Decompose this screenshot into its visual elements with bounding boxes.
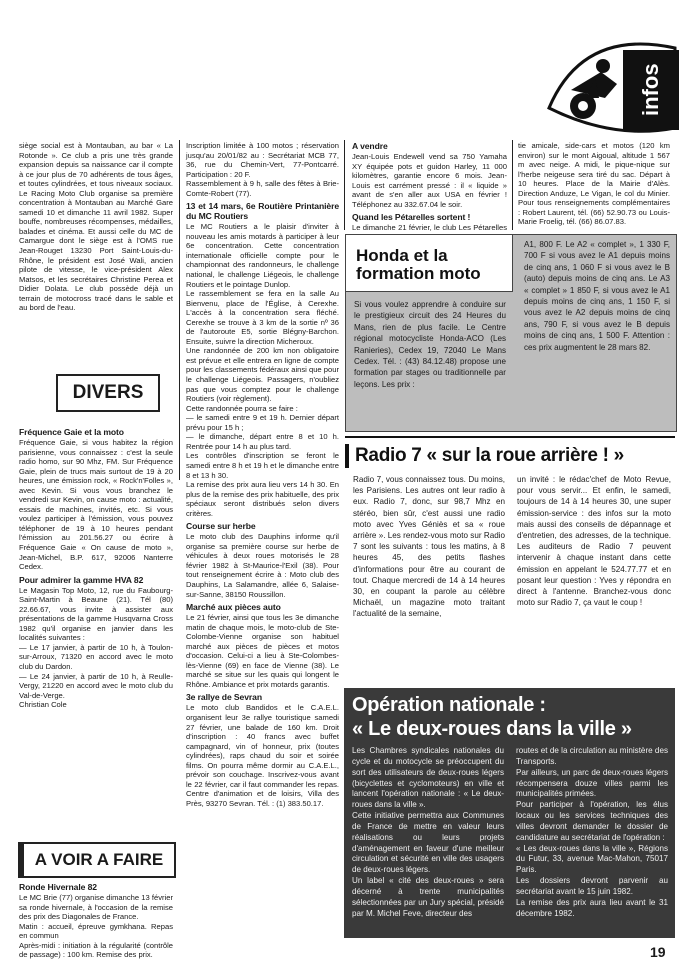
article-text: Par ailleurs, un parc de deux-roues légers récompensera douze villes parmi les municipalités primées.	[516, 767, 668, 799]
column-2	[186, 141, 339, 808]
column-divider	[512, 140, 513, 230]
article-text: — le samedi entre 9 et 19 h. Dernier départ prévu pour 15 h ;	[186, 413, 339, 432]
operation-column-b	[516, 746, 668, 920]
article-text: routes et de la circulation au ministère des Transports.	[516, 746, 668, 766]
article-text: Le MC Routiers a le plaisir d'inviter à nouveau les amis motards à participer à leur 6e concentration. Cette concentration internationale officielle compte pour le championnat des randonneurs, le challenge national, le challenge Liégeois, le challenge Routiers et le pointage Dunlop.	[186, 222, 339, 289]
column-divider	[179, 140, 180, 480]
article-heading: Fréquence Gaie et la moto	[19, 427, 124, 437]
article-text: Le MC Brie (77) organise dimanche 13 février sa ronde hivernale, à l'occasion de la remise des prix des Diagonales de France.	[19, 893, 173, 922]
section-heading-divers: DIVERS	[56, 374, 160, 412]
operation-title-line-2: « Le deux-roues dans la ville »	[352, 718, 632, 740]
article-text: « Les deux-roues dans la ville », Régions du Futur, 33, avenue Mac-Mahon, 75017 Paris.	[516, 843, 668, 875]
article-heading: Course sur herbe	[186, 521, 256, 532]
article-text: Jean-Louis Endewell vend sa 750 Yamaha XY équipée pots et guidon Harley, 11 000 kilomètres, garantie encore 6 mois. Jean-Louis est carrément pressé : il « liquide » avant de s'en aller aux USA en février ! Téléphonez au 332.67.04 le soir.	[352, 152, 507, 209]
article-text: — le dimanche, départ entre 8 et 10 h. Rentrée pour 14 h au plus tard.	[186, 432, 339, 451]
page-number: 19	[650, 944, 666, 960]
article-text: Le Magasin Top Moto, 12, rue du Faubourg-Saint-Martin à Beaune (21). Tél (80) 22.66.67, vous invite à assister aux présentations de la gamme Husqvarna Cross 1982 qu'il organise en janvier dans les localités suivantes :	[19, 585, 173, 643]
section-heading-voir-faire: A VOIR A FAIRE	[18, 842, 176, 878]
article-heading: 3e rallye de Sevran	[186, 692, 262, 703]
article-heading: Marché aux pièces auto	[186, 602, 281, 613]
article-heading: A vendre	[352, 141, 388, 151]
article-text: La remise des prix aura lieu vers 14 h 30. En plus de la remise des prix habituelle, des prix spéciaux seront distribués selon divers critères.	[186, 480, 339, 518]
radio7-title-accent	[345, 444, 349, 468]
article-text: Fréquence Gaie, si vous habitez la région parisienne, vous connaissez : c'est la seule radio homo, sur 90 Mhz, FM. Sur Fréquence Gaie, plein de trucs mais surtout de 19 à 20 heures, une émission rock, « Rock'n'Folles », avec Kevin. Si vous vous branchez le vendredi sur Kevin, on cause moto : actualité, essais de machines, invités, etc. Si vous voulez participer à l'émission, vous pouvez téléphoner de 19 à 10 heures pendant l'émission au 201.56.27 ou écrire à Fréquence Gaie « On cause de moto », Jean-Michel, B.P. 617, 92006 Nanterre Cedex.	[19, 438, 173, 572]
article-text: — Le 17 janvier, à partir de 10 h, à Toulon-sur-Arroux, 71320 en accord avec le moto club du Dardon.	[19, 642, 173, 672]
radio7-title: Radio 7 « sur la roue arrière ! »	[355, 445, 624, 466]
article-text: — Le 24 janvier, à partir de 10 h, à Reulle-Vergy, 21220 en accord avec le moto club du Val-de-Verge.	[19, 671, 173, 700]
article-text: Rassemblement à 9 h, salle des fêtes à Brie-Comte-Robert (77).	[186, 179, 339, 198]
honda-box	[345, 234, 677, 432]
article-text: Le dimanche 21 février, le club Les Pétarelles	[352, 223, 507, 233]
column-1-lower	[19, 424, 173, 710]
article-text: Pour participer à l'opération, les élus locaux ou les services techniques des villes devront demander le dossier de candidature au secrétariat de l'opération :	[516, 800, 668, 842]
column-divider	[344, 140, 345, 230]
article-text: Le rassemblement se fera en la salle Au Bienvenu, place de l'Église, à Cerexhe. L'accès à la concentration sera fléché. Cerexhe se trouve à 3 km de la sortie nº 36 de l'autoroute E5, sortie Blégny-Barchon. Ensuite, suivre la direction Micheroux.	[186, 289, 339, 346]
article-heading: Quand les Pétarelles sortent !	[352, 212, 471, 223]
logo-text: infos	[623, 50, 679, 130]
article-text: Après-midi : initiation à la régularité (contrôle de passage) : 100 km. Remise des prix.	[19, 940, 173, 960]
honda-body: Si vous voulez apprendre à conduire sur le prestigieux circuit des 24 Heures du Mans, rien de plus facile. Le Centre régional motocycliste Honda-ACO (Les Ranieries), Cedex 19, 72040 Le Mans Cedex. Tél. : (43) 84.12.48) propose une formation par stages ou traditionnelle par leçons. Les prix :	[354, 300, 506, 389]
radio7-column-a: Radio 7, vous connaissez tous. Du moins, les Parisiens. Les autres ont leur radio à eux. Radio 7, donc, sur 98,7 Mhz en stéréo, bien sûr, c'est aussi une radio moto avec Yves Géniès et sa « roue arrière ». Les rendez-vous moto sur Radio 7 sont les suivants : tous les matins, à 8 heures 45, des petits flashes d'informations pour être au courant de tout. Chaque mercredi de 14 à 14 heures 30, en coupant la parole au célèbre Michaël, un magazine moto traitant l'actualité de la semaine,	[353, 475, 505, 619]
operation-box	[344, 688, 675, 938]
honda-title: Honda et la formation moto	[356, 246, 481, 283]
article-text: Les Chambres syndicales nationales du cycle et du motocycle se préoccupent du sort des utilisateurs de deux-roues légers (bicyclettes et cyclomoteurs) en ville et lancent l'opération nationale : « Le deux-roues dans la ville ».	[352, 746, 504, 810]
operation-column-a	[352, 746, 504, 920]
column-1-bottom	[19, 879, 173, 960]
article-signature: Christian Cole	[19, 700, 67, 710]
article-text: tie amicale, side-cars et motos (120 km environ) sur le mont Aigoual, altitude 1 567 m avec neige. A midi, le pique-nique sur l'herbe neigeuse sera tiré du sac. Départ à 10 heures. Place de la Mairie d'Alès. Direction Anduze, Le Vigan, le col du Minier. Pour tous renseignements complémentaires : Robert Laurent, tél. (66) 52.90.73 ou Louis-Marie Froelig, tél. (66) 86.07.83.	[518, 141, 670, 227]
article-text: Un label « cité des deux-roues » sera décerné à trente municipalités sélectionnées par un Jury spécial, présidé par M. Michel Feve, directeur des	[352, 876, 504, 918]
radio7-box	[345, 436, 675, 674]
honda-prices: A1, 800 F. Le A2 « complet », 1 330 F, 700 F si vous avez le A1 depuis moins de cinq ans, 1 060 F si vous avez le B (auto) depuis moins de cinq ans. Le A3 « complet » 1 850 F, si vous avez le A1 depuis moins de cinq ans, 1 150 F, si vous avez le A2 depuis moins de cinq ans, 790 F, si vous avez le B depuis moins de cinq ans, 1 500 F. Attention : ces prix augmentent le 28 mars 82.	[524, 240, 670, 352]
article-text: La remise des prix aura lieu avant le 31 décembre 1982.	[516, 897, 668, 918]
column-4	[518, 141, 670, 227]
article-heading: Pour admirer la gamme HVA 82	[19, 574, 144, 585]
article-heading: Ronde Hivernale 82	[19, 882, 97, 892]
infos-logo	[543, 28, 681, 140]
article-text: Cette randonnée pourra se faire :	[186, 403, 298, 413]
honda-title-panel	[346, 235, 513, 292]
column-3	[352, 141, 507, 242]
radio7-column-b: un invité : le rédac'chef de Moto Revue, pour vous servir... Et enfin, le samedi, toujours de 14 à 14 heures 30, une super émission-service : des infos sur la moto mais aussi des conseils de dépannage et d'entretien, des adresses, de la technique. Les auditeurs de Radio 7 peuvent intervenir à chaque instant dans cette émission en appelant le 524.77.77 et en posant leur question : Yves y répondra en direct à l'antenne. Branchez-vous donc moto sur Radio 7, ça vaut le coup !	[517, 475, 671, 608]
article-text: Les contrôles d'inscription se feront le samedi entre 8 h et 19 h et le dimanche entre 8 et 13 h 30.	[186, 451, 339, 480]
article-text: Une randonnée de 200 km non obligatoire est prévue et elle entrera en ligne de compte pour les classements fédéraux ainsi que pour le challenge Liégeois. Passagers, n'oubliez pas que vous comptez pour le challenge Routiers (voir règlement).	[186, 346, 339, 404]
article-heading: 13 et 14 mars, 6e Routière Printanière du MC Routiers	[186, 201, 339, 222]
article-text: Les dossiers devront parvenir au secrétariat avant le 15 juin 1982.	[516, 876, 668, 896]
article-text: Le moto club des Dauphins informe qu'il organise sa première course sur herbe de véhicules à deux roues motorisés le 28 février 1982 à St-Maurice-l'Exil (38). Pour tout renseignement écrire à : Moto club des Dauphins, La Salamandre, allée 6, Salaise-sur-Sanne, 38150 Roussillon.	[186, 532, 339, 599]
column-1	[19, 141, 173, 313]
article-text: Le 21 février, ainsi que tous les 3e dimanche matin de chaque mois, le moto-club de Ste-Colombe-Vienne organise son habituel marché aux pièces de pièces et motos d'occasion. Celui-ci a lieu à Ste-Colombes-lès-Vienne (69) en face de Vienne (38). Le marché se situe sur les quais qui longent le Rhône. Ambiance et prix motards garantis.	[186, 613, 339, 689]
article-text: Matin : accueil, épreuve gymkhana. Repas en commun	[19, 921, 173, 941]
article-text: Le moto club Bandidos et le C.A.E.L. organisent leur 3e rallye touristique samedi 27 février, une balade de 160 km. Droit d'inscription : 40 francs avec buffet campagnard, vin of honneur, prix (toutes cylindrées), raps chaud du soir et soirée films. On pourra même dormir au C.A.E.L., prévoir son couchage. Inscrivez-vous avant le 22 février, car il faut commander les repas. Centre d'animation et de loisirs, Villa des Près, 93270 Sevran. Tél. : (1) 383.50.17.	[186, 703, 339, 808]
article-text: siège social est à Montauban, au bar « La Rotonde ». Ce club a pris une très grande expansion depuis sa naissance car il compte à ce jour plus de 70 adhérents de tous âges, et toutes cylindrées, et tous niveaux sociaux. Le Racing Moto Club organise sa première concentration à Montauban au Marché Gare samedi 10 et dimanche 11 avril 1982. Super bouffe, nombreuses récompenses, médailles, balades et cinéma. Et aussi celle du MC de Camargue dont le siège est à l'OMS rue Jean-Rouget 13230 Port Saint-Louis-du-Rhône, le président est José Wali, ancien pilote de vitesse, le vice-président Alex Matsos, et les secrétaires Christine Perea et Didier Dolata. Le club possède déjà un terrain de motocross tracé dans le sable et au bord de l'eau.	[19, 141, 173, 313]
article-text: Inscription limitée à 100 motos ; réservation jusqu'au 20/01/82 au : Secrétariat MCB 77, 36, rue du Chemin-Vert, 77-Pontcarré. Participation : 20 F.	[186, 141, 339, 179]
article-text: Cette initiative permettra aux Communes de France de mettre en valeur leurs réalisations ou leurs projets d'aménagement en faveur d'une meilleur circulation et sécurité en ville des usagers de deux-roues légers.	[352, 811, 504, 875]
operation-title-line-1: Opération nationale :	[352, 694, 546, 716]
